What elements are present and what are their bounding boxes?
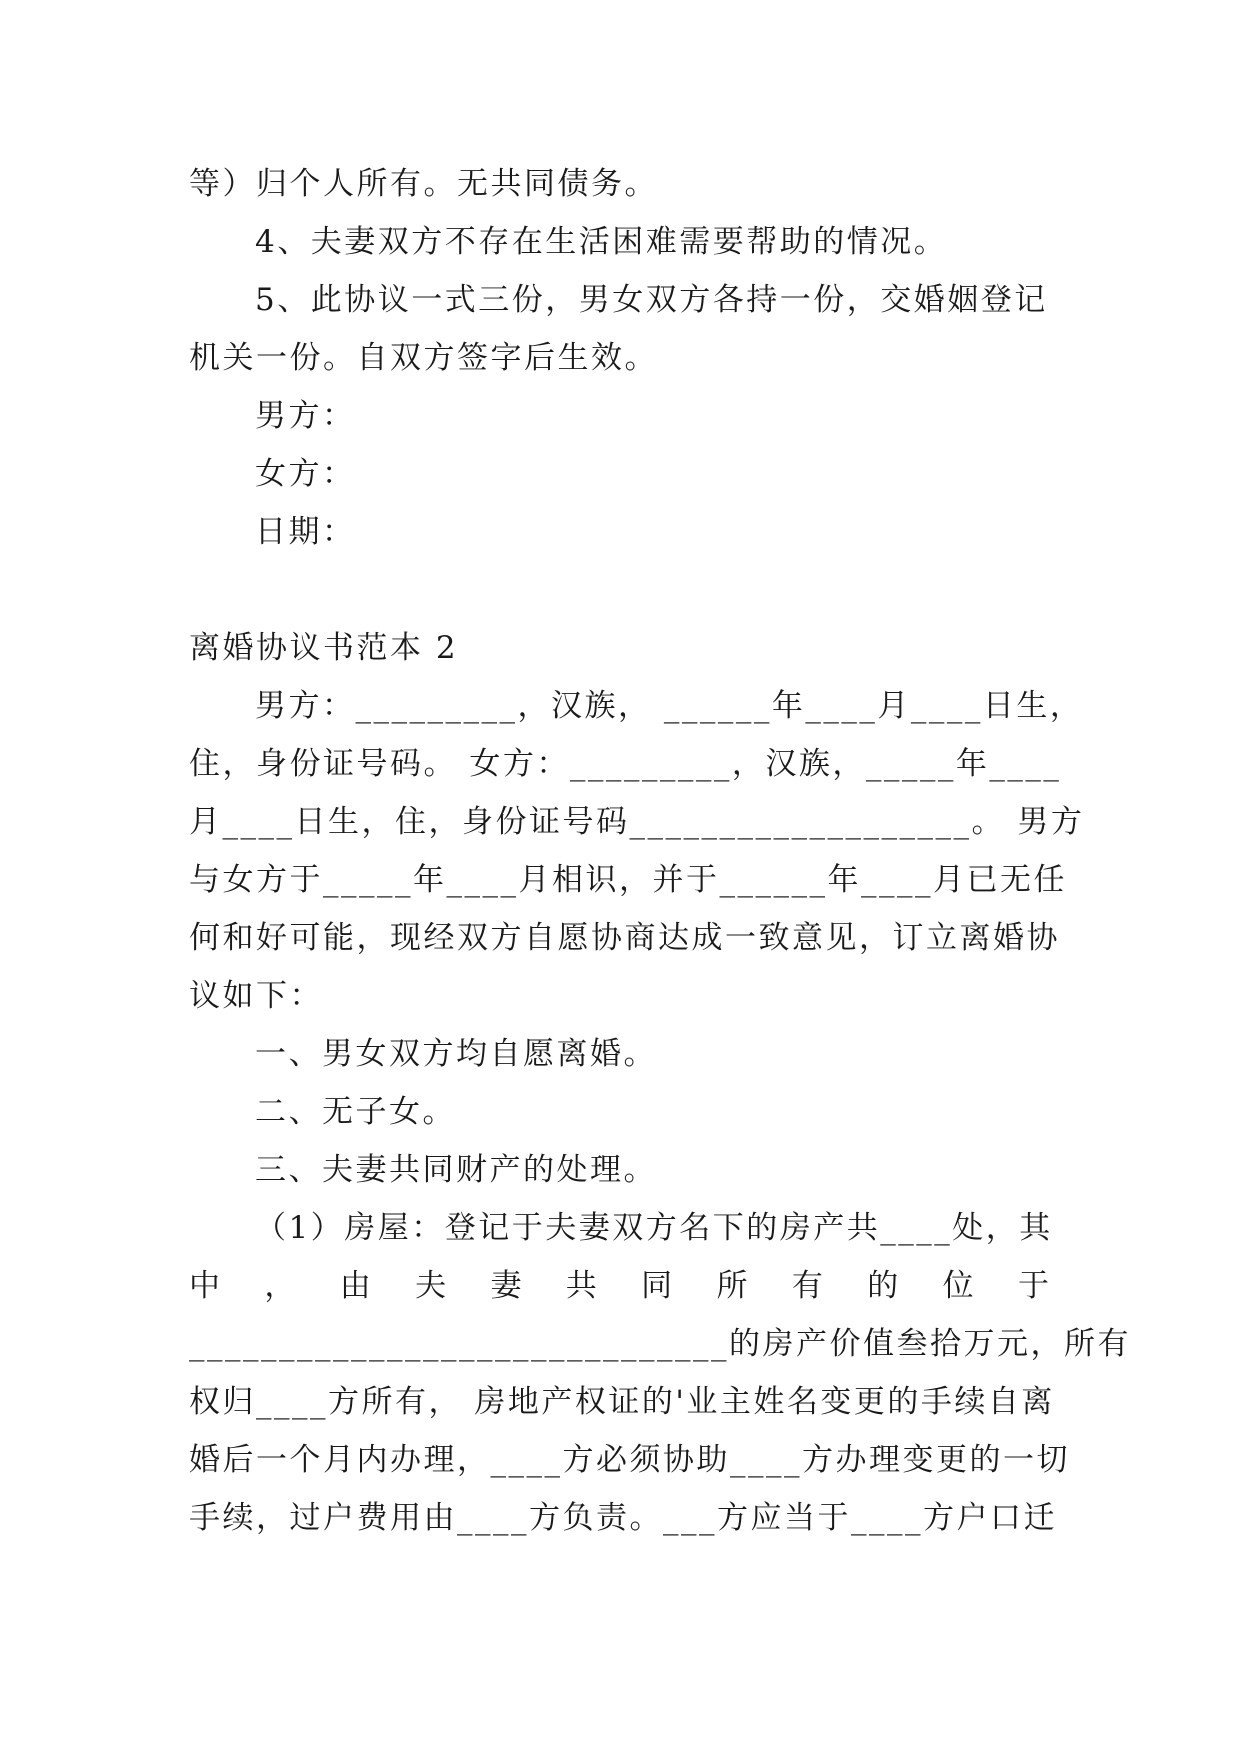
- paragraph-line: 住，身份证号码。 女方：_________，汉族，_____年____: [189, 746, 1062, 782]
- paragraph-line: 等）归个人所有。无共同债务。: [189, 166, 658, 202]
- signature-male-label: 男方：: [255, 398, 356, 434]
- property-clause-1: （1）房屋：登记于夫妻双方名下的房产共____处，其: [255, 1210, 1053, 1246]
- clause-5: 5、此协议一式三份，男女双方各持一份，交婚姻登记: [255, 282, 1048, 318]
- char: ，: [264, 1268, 296, 1304]
- char: 夫: [415, 1268, 447, 1304]
- paragraph-line: 手续，过户费用由____方负责。___方应当于____方户口迁: [189, 1500, 1057, 1536]
- article-2: 二、无子女。: [255, 1094, 456, 1130]
- char: 中: [189, 1268, 220, 1304]
- clause-4: 4、夫妻双方不存在生活困难需要帮助的情况。: [255, 224, 948, 260]
- char: 于: [1017, 1268, 1049, 1304]
- signature-date-label: 日期：: [255, 514, 356, 550]
- paragraph-line: 月____日生，住，身份证号码___________________。 男方: [189, 804, 1085, 840]
- signature-female-label: 女方：: [255, 456, 356, 492]
- paragraph-line: 何和好可能，现经双方自愿协商达成一致意见，订立离婚协: [189, 920, 1060, 956]
- paragraph-line: 议如下：: [189, 978, 323, 1014]
- section-heading: 离婚协议书范本 2: [189, 630, 459, 666]
- section-spacer: [189, 561, 1049, 619]
- article-3: 三、夫妻共同财产的处理。: [255, 1152, 657, 1188]
- char: 有: [791, 1268, 823, 1304]
- char: 妻: [490, 1268, 522, 1304]
- char: 所: [716, 1268, 748, 1304]
- paragraph-line: 男方：_________，汉族， ______年____月____日生，: [255, 688, 1084, 724]
- char: 共: [565, 1268, 597, 1304]
- article-1: 一、男女双方均自愿离婚。: [255, 1036, 657, 1072]
- char: 的: [867, 1268, 899, 1304]
- justified-line: [189, 1257, 1049, 1315]
- paragraph-line: 机关一份。自双方签字后生效。: [189, 340, 658, 376]
- paragraph-line: 权归____方所有， 房地产权证的'业主姓名变更的手续自离: [189, 1384, 1055, 1420]
- paragraph-line: 婚后一个月内办理，____方必须协助____方办理变更的一切: [189, 1442, 1070, 1478]
- char: 同: [641, 1268, 673, 1304]
- paragraph-line: 与女方于_____年____月相识，并于______年____月已无任: [189, 862, 1067, 898]
- char: 位: [942, 1268, 974, 1304]
- paragraph-line: ______________________________的房产价值叁拾万元，所有: [189, 1326, 1131, 1362]
- char: 由: [339, 1268, 371, 1304]
- document-body: [189, 155, 1131, 1547]
